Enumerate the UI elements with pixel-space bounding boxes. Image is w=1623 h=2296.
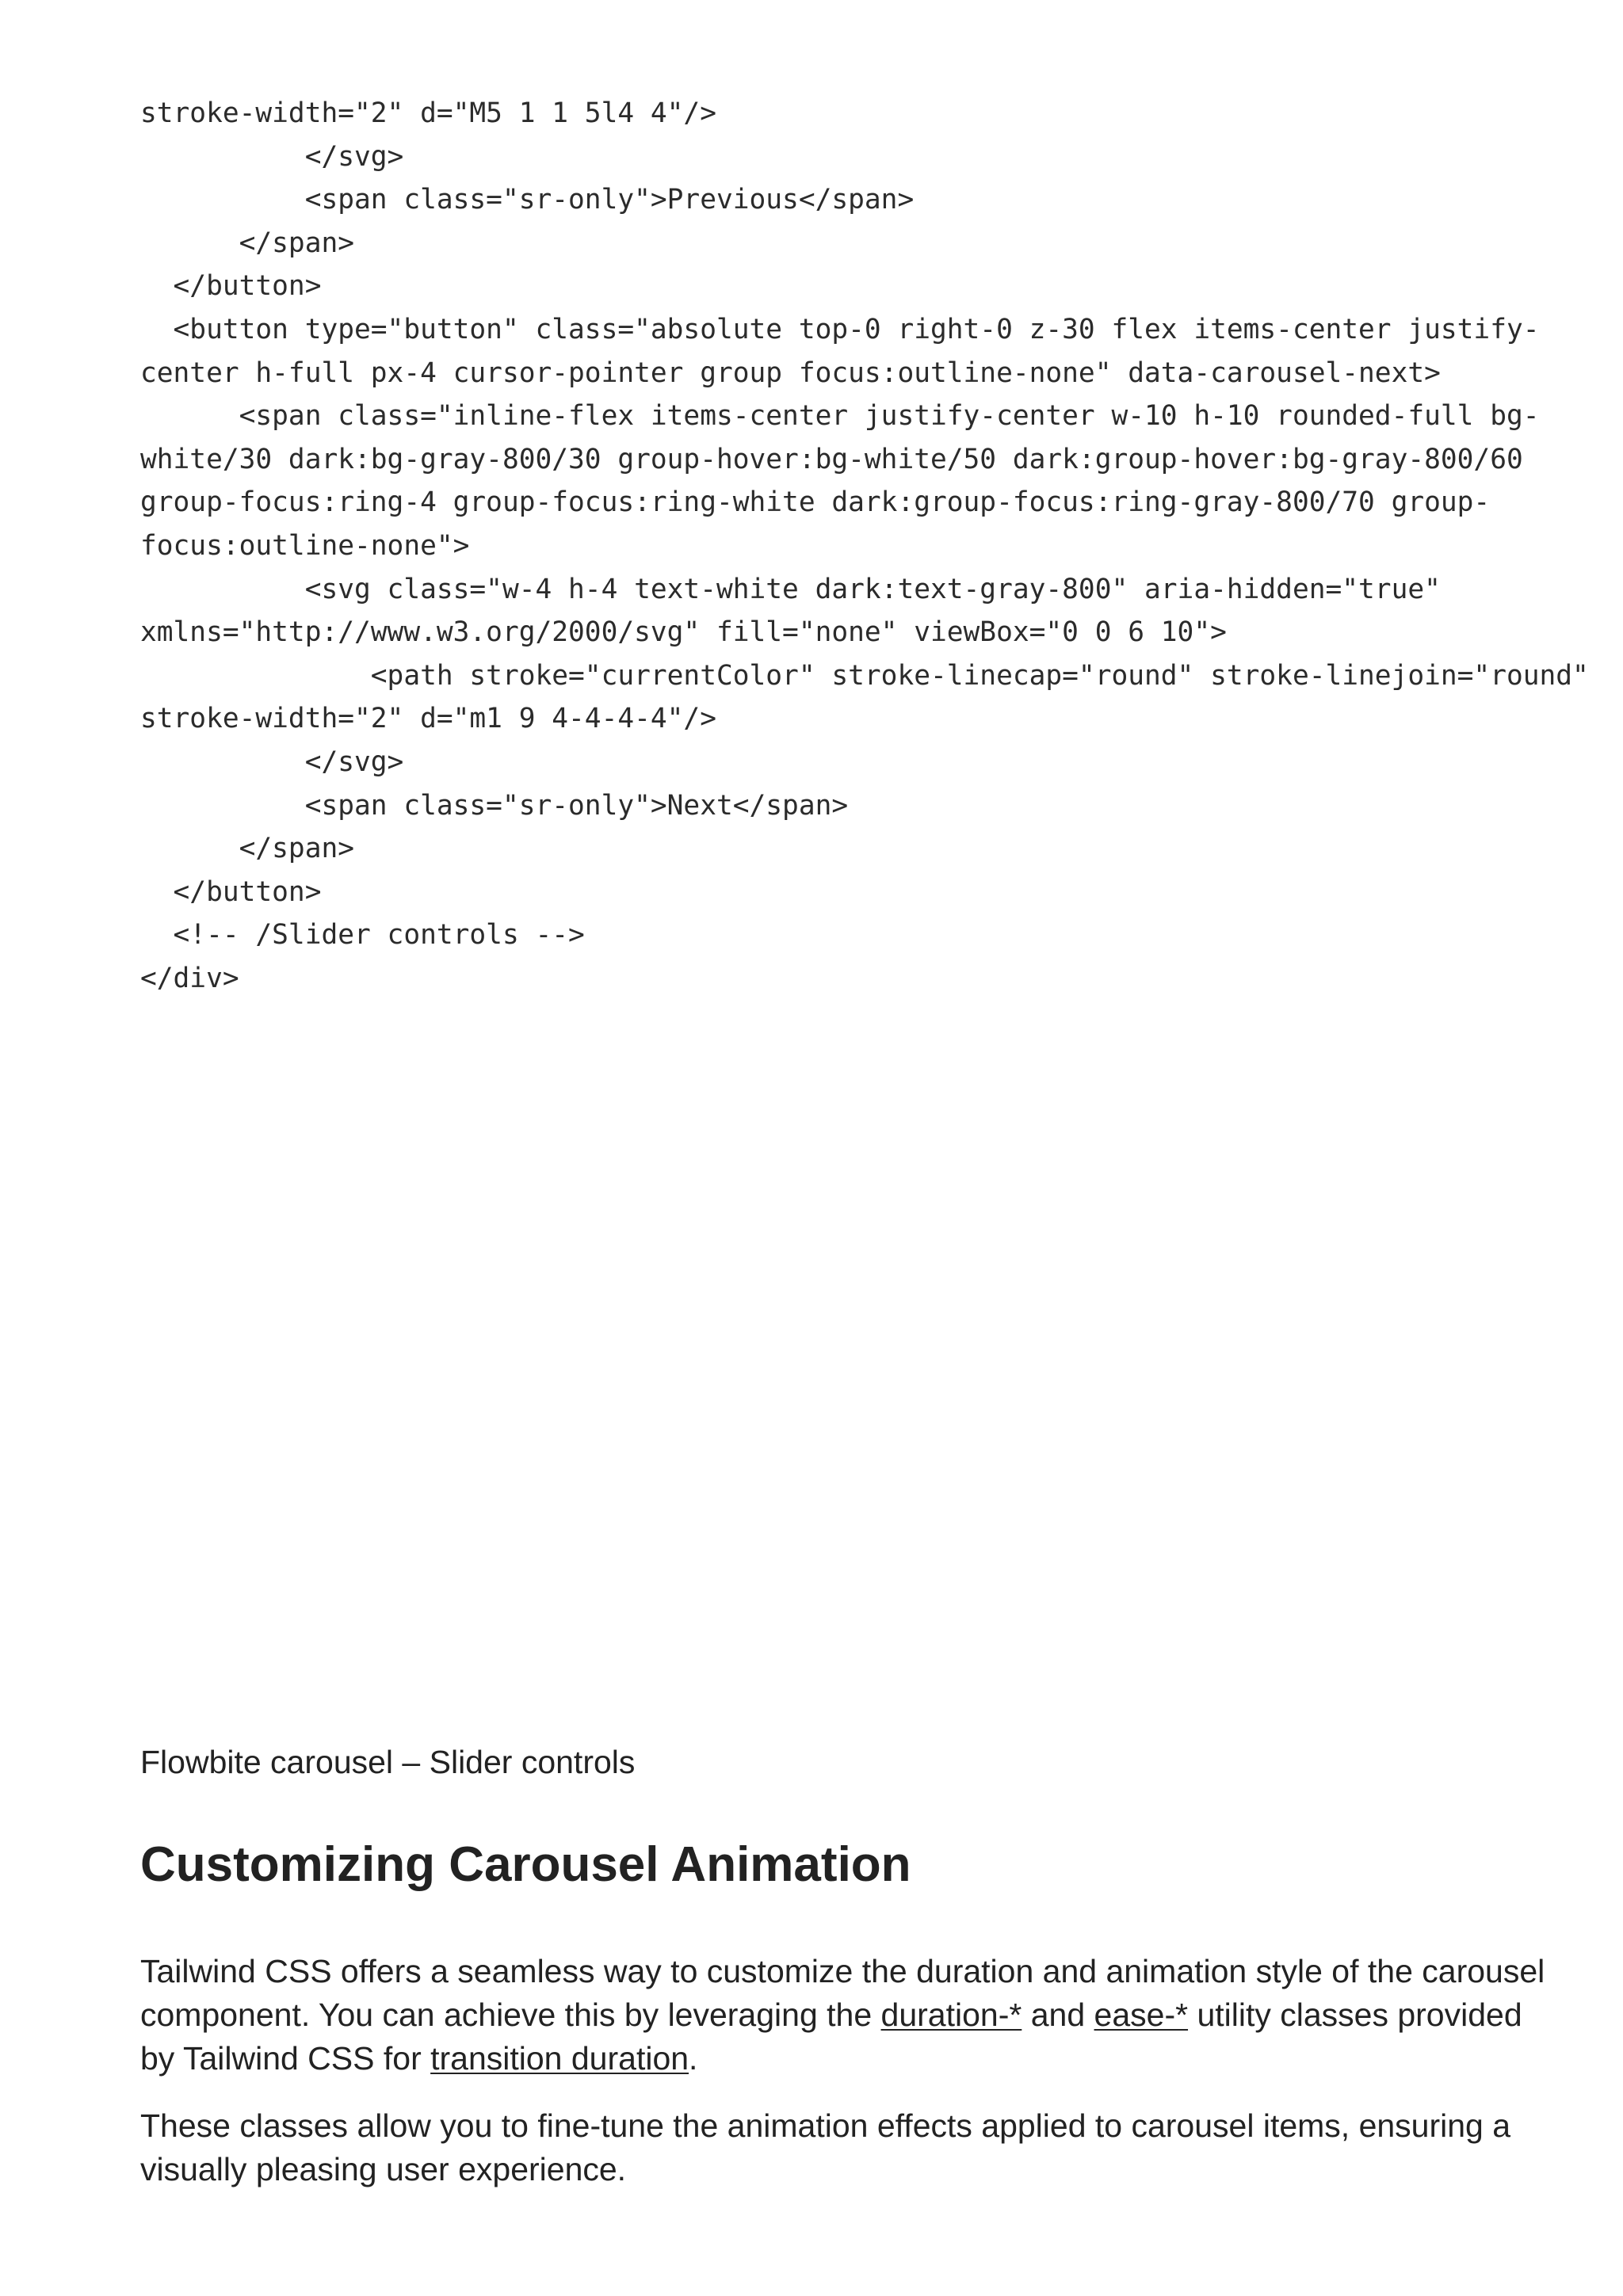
code-line: <svg class="w-4 h-4 text-white dark:text-gray-800" aria-hidden="true" bbox=[140, 573, 1441, 605]
code-line: </button> bbox=[140, 875, 322, 908]
paragraph-text: utility classes provided by Tailwind CSS for bbox=[140, 1997, 1522, 2077]
code-line: <button type="button" class="absolute top-0 right-0 z-30 flex items-center justify- bbox=[140, 313, 1540, 345]
code-line: </svg> bbox=[140, 746, 404, 778]
code-line: <!-- /Slider controls --> bbox=[140, 919, 585, 952]
paragraph-details: These classes allow you to fine-tune the animation effects applied to carousel items, ensuring a visually pleasing user experience. bbox=[140, 2107, 1511, 2187]
code-line: xmlns="http://www.w3.org/2000/svg" fill="none" viewBox="0 0 6 10"> bbox=[140, 616, 1227, 649]
code-line: <span class="sr-only">Next</span> bbox=[140, 789, 849, 822]
figure-caption: Flowbite carousel – Slider controls bbox=[140, 1744, 636, 1780]
paragraph-text: and bbox=[1022, 1997, 1094, 2033]
duration-link[interactable]: duration-* bbox=[880, 1997, 1022, 2033]
section-heading: Customizing Carousel Animation bbox=[140, 1837, 911, 1892]
code-line: stroke-width="2" d="m1 9 4-4-4-4"/> bbox=[140, 703, 716, 735]
code-line: </span> bbox=[140, 227, 355, 259]
code-line: focus:outline-none"> bbox=[140, 529, 470, 562]
paragraph-text: Tailwind CSS offers a seamless way to customize the duration and animation style of the carousel component. You can achieve this by leveraging the bbox=[140, 1953, 1545, 2033]
code-block bbox=[140, 92, 1589, 1000]
code-line: stroke-width="2" d="M5 1 1 5l4 4"/> bbox=[140, 97, 716, 129]
code-line: group-focus:ring-4 group-focus:ring-white dark:group-focus:ring-gray-800/70 group- bbox=[140, 486, 1491, 519]
ease-link[interactable]: ease-* bbox=[1094, 1997, 1189, 2033]
code-line: </span> bbox=[140, 833, 355, 865]
code-line: </button> bbox=[140, 270, 322, 303]
paragraph-text: . bbox=[689, 2040, 698, 2077]
code-line: white/30 dark:bg-gray-800/30 group-hover:bg-white/50 dark:group-hover:bg-gray-800/60 bbox=[140, 443, 1523, 475]
code-line: </div> bbox=[140, 962, 239, 994]
code-line: </svg> bbox=[140, 140, 404, 173]
code-line: <path stroke="currentColor" stroke-linecap="round" stroke-linejoin="round" bbox=[140, 659, 1589, 692]
code-line: <span class="sr-only">Previous</span> bbox=[140, 184, 915, 216]
code-line: <span class="inline-flex items-center justify-center w-10 h-10 rounded-full bg- bbox=[140, 400, 1540, 433]
paragraph-intro bbox=[140, 1950, 1559, 2081]
code-line: center h-full px-4 cursor-pointer group focus:outline-none" data-carousel-next> bbox=[140, 357, 1441, 389]
transition-duration-link[interactable]: transition duration bbox=[430, 2040, 689, 2077]
